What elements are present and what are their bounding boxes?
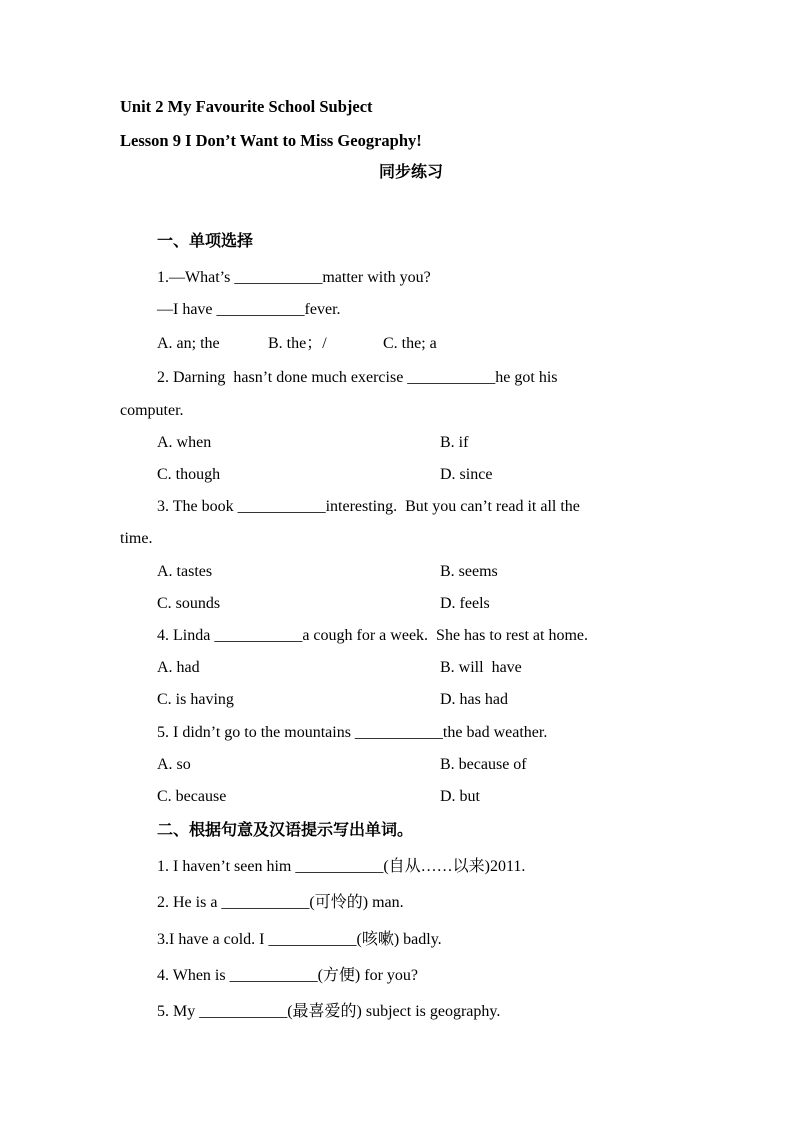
q3-option-b: B. seems bbox=[440, 563, 498, 580]
q3-option-d: D. feels bbox=[440, 595, 490, 612]
unit-title: Unit 2 My Favourite School Subject bbox=[120, 97, 373, 116]
q5-option-d: D. but bbox=[440, 788, 480, 805]
fill-blank-item-4: 4. When is ___________(方便) for you? bbox=[157, 967, 419, 984]
q1-option-c: C. the; a bbox=[383, 335, 437, 352]
q4-option-d: D. has had bbox=[440, 691, 508, 708]
worksheet-subtitle: 同步练习 bbox=[379, 164, 444, 181]
q3-question: 3. The book ___________interesting. But you can’t read it all the bbox=[157, 498, 580, 515]
q4-option-c: C. is having bbox=[157, 691, 234, 708]
q1-question: 1.—What’s ___________matter with you? bbox=[157, 269, 431, 286]
lesson-title: Lesson 9 I Don’t Want to Miss Geography! bbox=[120, 131, 422, 150]
fill-blank-item-2: 2. He is a ___________(可怜的) man. bbox=[157, 894, 404, 911]
q4-option-b: B. will have bbox=[440, 659, 522, 676]
q1-question-line2: —I have ___________fever. bbox=[157, 301, 341, 318]
q1-option-b: B. the；/ bbox=[268, 335, 327, 352]
q3-option-a: A. tastes bbox=[157, 563, 213, 580]
q3-question-line2: time. bbox=[120, 530, 153, 547]
q5-option-a: A. so bbox=[157, 756, 191, 773]
fill-blank-item-5: 5. My ___________(最喜爱的) subject is geography. bbox=[157, 1003, 501, 1020]
q2-option-a: A. when bbox=[157, 434, 212, 451]
q4-question: 4. Linda ___________a cough for a week. She has to rest at home. bbox=[157, 627, 589, 644]
q2-option-c: C. though bbox=[157, 466, 221, 483]
q2-question: 2. Darning hasn’t done much exercise ___________he got his bbox=[157, 369, 558, 386]
q2-question-line2: computer. bbox=[120, 402, 184, 419]
q3-option-c: C. sounds bbox=[157, 595, 221, 612]
fill-blank-item-1: 1. I haven’t seen him ___________(自从……以来)2011. bbox=[157, 858, 526, 875]
q5-question: 5. I didn’t go to the mountains ___________the bad weather. bbox=[157, 724, 548, 741]
q5-option-c: C. because bbox=[157, 788, 227, 805]
section1-heading: 一、单项选择 bbox=[157, 233, 254, 250]
fill-blank-item-3: 3.I have a cold. I ___________(咳嗽) badly. bbox=[157, 931, 442, 948]
q4-option-a: A. had bbox=[157, 659, 200, 676]
section2-heading: 二、根据句意及汉语提示写出单词。 bbox=[157, 822, 414, 839]
q2-option-b: B. if bbox=[440, 434, 469, 451]
q5-option-b: B. because of bbox=[440, 756, 527, 773]
q1-option-a: A. an; the bbox=[157, 335, 220, 352]
q2-option-d: D. since bbox=[440, 466, 493, 483]
